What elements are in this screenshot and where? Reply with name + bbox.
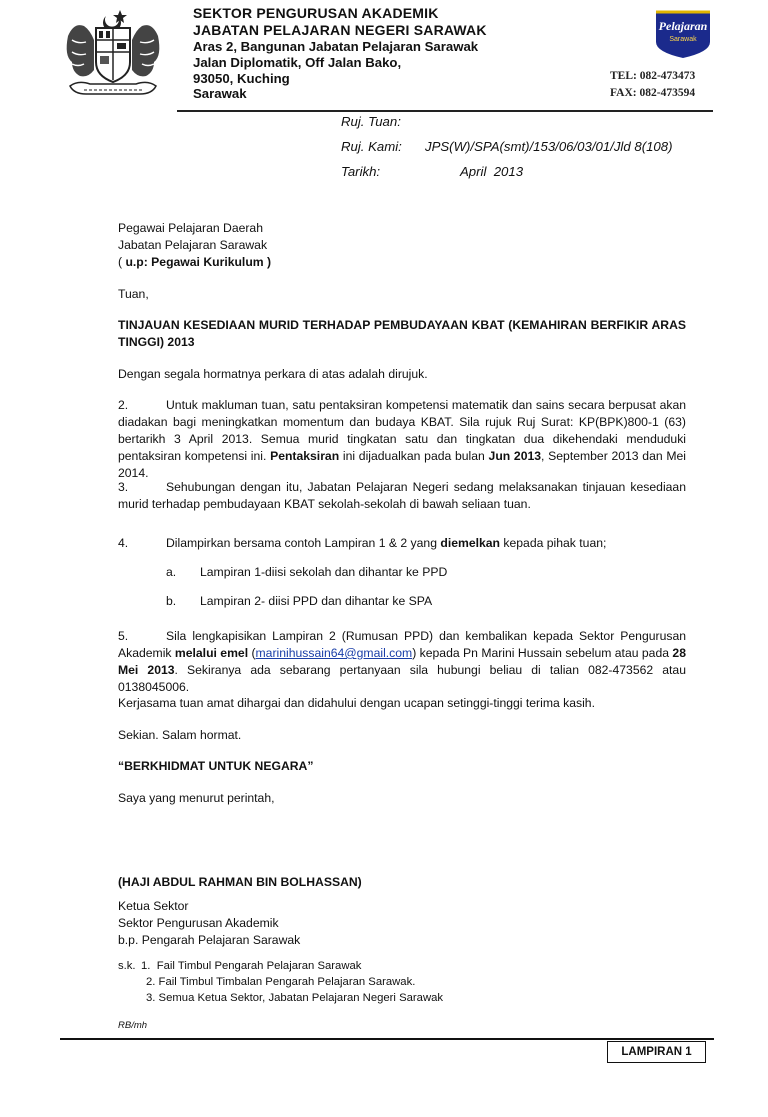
address-line-2: Jalan Diplomatik, Off Jalan Bako, — [193, 54, 402, 70]
logo-text-sub: Sarawak — [669, 36, 697, 43]
copies-line-1: s.k. 1. Fail Timbul Pengarah Pelajaran Sarawak — [118, 960, 362, 972]
signatory-title-2: Sektor Pengurusan Akademik — [118, 916, 279, 930]
footer-rule — [60, 1038, 714, 1040]
recipient-line-1: Pegawai Pelajaran Daerah — [118, 221, 263, 235]
recipient-line-2: Jabatan Pelajaran Sarawak — [118, 238, 268, 252]
email-link[interactable]: marinihussain64@gmail.com — [255, 646, 413, 660]
motto: “BERKHIDMAT UNTUK NEGARA” — [118, 759, 314, 773]
recipient-line-3: ( u.p: Pegawai Kurikulum ) — [118, 255, 272, 269]
paragraph-5: 5. Sila lengkapisikan Lampiran 2 (Rumusan PPD) dan kembalikan kepada Sektor Pengurusan Akademik melalui emel (marinihussain64@gmail.com) kepada Pn Marini Hussain sebelum atau pada 28 Mei 2013. Sekiranya ada sebarang pertanyaan sila hubungi beliau di talian 082-473562 atau 0138045006. — [118, 629, 686, 694]
recipient-block — [118, 220, 686, 271]
paragraph-1: Dengan segala hormatnya perkara di atas adalah dirujuk. — [118, 367, 428, 381]
tarikh-value: April 2013 — [460, 164, 524, 179]
ruj-kami-label: Ruj. Kami: — [341, 139, 402, 154]
logo-text-main: Pelajaran — [658, 19, 708, 33]
salutation: Tuan, — [118, 287, 149, 301]
initials: RB/mh — [118, 1020, 148, 1031]
coat-of-arms-icon — [62, 6, 166, 104]
signatory-titles — [118, 898, 686, 949]
address-line-1: Aras 2, Bangunan Jabatan Pelajaran Sarawak — [193, 39, 479, 54]
copies-block — [118, 958, 686, 1006]
telephone: TEL: 082-473473 — [610, 70, 696, 82]
list-item-a: a. Lampiran 1-diisi sekolah dan dihantar ke PPD — [166, 565, 448, 579]
copies-line-3: 3. Semua Ketua Sektor, Jabatan Pelajaran Negeri Sarawak — [146, 992, 444, 1004]
letterhead — [193, 5, 573, 102]
letterhead-title-2: JABATAN PELAJARAN NEGERI SARAWAK — [193, 22, 487, 38]
closing-line: Sekian. Salam hormat. — [118, 728, 242, 742]
thanks-paragraph: Kerjasama tuan amat dihargai dan didahului dengan ucapan setinggi-tinggi terima kasih. — [118, 696, 595, 710]
fax: FAX: 082-473594 — [610, 87, 696, 99]
signatory-title-3: b.p. Pengarah Pelajaran Sarawak — [118, 933, 301, 947]
contact-block — [610, 68, 695, 102]
paragraph-2: 2. Untuk makluman tuan, satu pentaksiran kompetensi matematik dan sains secara berpusat akan diadakan bagi meningkatkan momentum dan budaya KBAT. Sila rujuk Ruj Surat: KP(BPK)800-1 (63) bertarikh 3 April 2013. Semua murid tingkatan satu dan tingkatan dua dikehendaki menduduki pentaksiran kompetensi ini. Pentaksiran ini dijadualkan pada bulan Jun 2013, September 2013 dan Mei 2014. — [118, 398, 686, 480]
ruj-kami-value: JPS(W)/SPA(smt)/153/06/03/01/Jld 8(108) — [425, 139, 673, 154]
tarikh-label: Tarikh: — [341, 164, 381, 179]
signatory-name: (HAJI ABDUL RAHMAN BIN BOLHASSAN) — [118, 875, 362, 889]
paragraph-3: 3. Sehubungan dengan itu, Jabatan Pelajaran Negeri sedang melaksanakan tinjauan kesediaan murid terhadap pembudayaan KBAT sekolah-sekolah di bawah seliaan tuan. — [118, 480, 686, 511]
list-item-b: b. Lampiran 2- diisi PPD dan dihantar ke SPA — [166, 594, 433, 608]
yang-menurut-perintah: Saya yang menurut perintah, — [118, 791, 275, 805]
letterhead-title-1: SEKTOR PENGURUSAN AKADEMIK — [193, 5, 439, 21]
lampiran-label: LAMPIRAN 1 — [607, 1041, 706, 1063]
signatory-title-1: Ketua Sektor — [118, 899, 189, 913]
header-rule — [177, 110, 713, 112]
pelajaran-sarawak-logo-icon — [652, 8, 714, 58]
copies-line-2: 2. Fail Timbul Timbalan Pengarah Pelajaran Sarawak. — [146, 976, 416, 988]
address-line-3: 93050, Kuching — [193, 70, 290, 86]
ruj-tuan-label: Ruj. Tuan: — [341, 114, 401, 129]
address-line-4: Sarawak — [193, 86, 247, 102]
subject-heading: TINJAUAN KESEDIAAN MURID TERHADAP PEMBUDAYAAN KBAT (KEMAHIRAN BERFIKIR ARAS TINGGI) 2013 — [118, 318, 686, 349]
paragraph-4: 4. Dilampirkan bersama contoh Lampiran 1 & 2 yang diemelkan kepada pihak tuan; — [118, 536, 607, 550]
